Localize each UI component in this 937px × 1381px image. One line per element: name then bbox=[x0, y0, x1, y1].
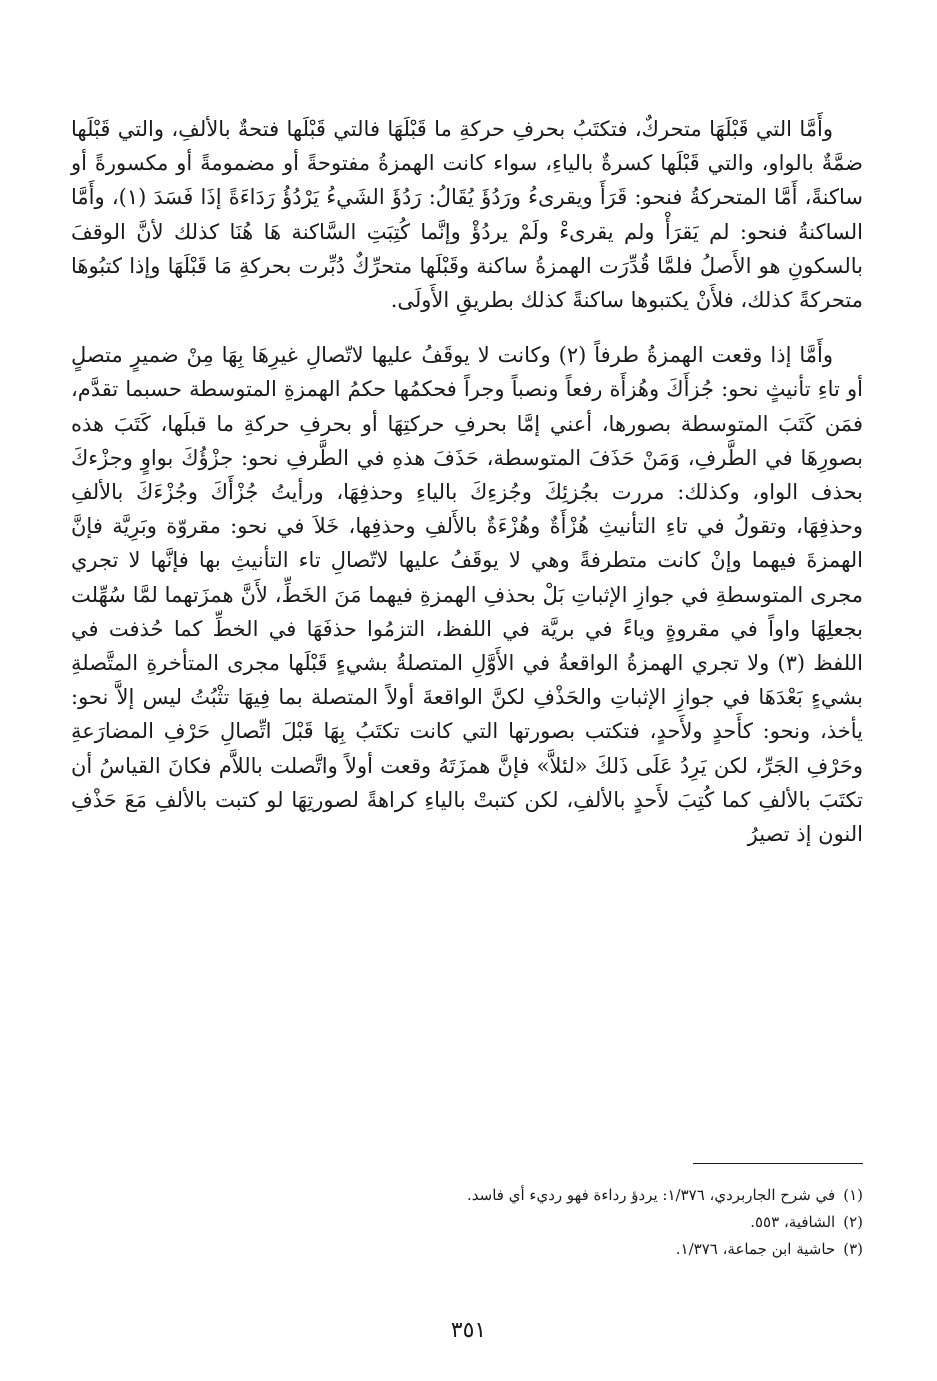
footnote-number: (٢) bbox=[843, 1213, 863, 1231]
footnote-number: (٣) bbox=[843, 1240, 863, 1258]
footnotes bbox=[71, 1182, 863, 1263]
footnote-1 bbox=[71, 1182, 863, 1209]
page-number: ٣٥١ bbox=[450, 1318, 487, 1343]
main-text bbox=[71, 112, 863, 851]
footnote-text: حاشية ابن جماعة، ١/٣٧٦. bbox=[675, 1240, 836, 1258]
footnote-number: (١) bbox=[843, 1186, 863, 1204]
paragraph-1: وأَمَّا التي قَبْلَهَا متحركٌ، فتكتَبُ بحرفِ حركةِ ما قَبْلَهَا فالتي قَبْلَها فتحةٌ بالألفِ، والتي قَبْلَها ضمَّةٌ بالواو، والتي قَبْلَها كسرةٌ بالياءِ، سواء كانت الهمزةُ مفتوحةً أو مضمومةً أو مكسورةً أو ساكنةً، أَمَّا المتحركةُ فنحو: قَرَأَ ويقرىءُ ورَدُؤَ يُقَالُ: رَدُؤَ الشَيءُ يَرْدُؤُ رَدَاءَةً إذَا فَسَدَ (١)، وأَمَّا الساكنةُ فنحو: لم يَقرَأْ ولم يقرىءْ ولَمْ يردُؤْ وإنَّما كُتِبَتِ السَّاكنة هَا هُنَا كذلك لأنَّ الوقفَ بالسكونِ هو الأَصلُ فلمَّا قُدِّرَت الهمزةُ ساكنة وقَبْلَها متحرِّكٌ دُبِّرت بحركةِ مَا قَبْلَهَا وإذا كتبُوهَا متحركةً كذلك، فلأَنْ يكتبوها ساكنةً كذلك بطريقِ الأَولَى. bbox=[71, 117, 863, 313]
footnote-text: في شرح الجاربردي، ١/٣٧٦: يردؤ رداءة فهو رديء أي فاسد. bbox=[467, 1186, 836, 1204]
paragraph-2: وأَمَّا إذا وقعت الهمزةُ طرفاً (٢) وكانت لا يوقَفُ عليها لاتّصالِ غيرِهَا بِهَا مِنْ ضميرٍ متصلٍ أو تاءِ تأنيثٍ نحو: جُزأَكَ وهُزأَة رفعاً ونصباً وجراً فحكمُها حكمُ الهمزةِ المتوسطة حسبما تقدَّم، فمَن كَتَبَ المتوسطة بصورها، أعني إمَّا بحرفِ حركتِهَا أو بحرفِ حركةِ ما قبلَها، كَتَبَ هذه بصورِهَا في الطَّرفِ، وَمَنْ حَذَفَ المتوسطة، حَذَفَ هذهِ في الطَّرفِ نحو: جزْؤُكَ بواوٍ وجزْءكَ بحذف الواو، وكذلك: مررت بجُزئِكَ وجُزءِكَ بالياءِ وحذفِهَا، ورأيتُ جُزْأَكَ وجُزْءَكَ بالألفِ وحذفِهَا، وتقولُ في تاءِ التأنيثِ هُزْأَةٌ وهُزْءَةٌ بالأَلفِ وحذفِها، خَلاَ في نحو: مقروّة وبَرِيَّة فإنَّ الهمزةَ فيهما وإنْ كانت متطرفةً وهي لا يوقَفُ عليها لاتّصالِ تاء التأنيثِ بها فإنَّها لا تجري مجرى المتوسطةِ في جوازِ الإثباتِ بَلْ بحذفِ الهمزةِ فيهما مَنَ الخَطِّ، لأَنَّ همزَتهما لمَّا سُهِّلت بجعلِهَا واواً في مقروةٍ وياءً في بريَّة في اللفظ، التزمُوا حذفَهَا في الخطِّ كما حُذفت في اللفظ (٣) ولا تجري الهمزةُ الواقعةُ في الأَوَّلِ المتصلةُ بشيءٍ قَبْلَها مجرى المتأخرةِ المتَّصلةِ بشيءٍ بَعْدَهَا في جوازِ الإثباتِ والحَذْفِ لكنَّ الواقعةَ أولاً المتصلة بما فِيهَا تثْبُتُ ليس إلاَّ نحو: يأخذ، ونحو: كأَحدٍ ولأَحدٍ، فتكتب بصورتها التي كانت تكتَبُ بِهَا قَبْلَ اتِّصالِ حَرْفِ المضارَعةِ وحَرْفِ الجَرِّ، لكن يَرِدُ عَلَى ذَلكَ «لئلاَّ» فإنَّ همزَتَهُ وقعت أولاً واتَّصلت باللاَّم فكانَ القياسُ أن تكتَبَ بالألفِ كما كُتِبَ لأَحدٍ بالألفِ، لكن كتبتْ بالياءِ كراهةً لصورتِهَا لو كتبت بالألفِ مَعَ حَذْفِ النون إذ تصيرُ bbox=[71, 343, 863, 847]
footnote-3 bbox=[71, 1236, 863, 1263]
footnote-separator bbox=[693, 1163, 863, 1164]
footnote-text: الشافية، ٥٥٣. bbox=[750, 1213, 836, 1231]
footnote-2 bbox=[71, 1209, 863, 1236]
